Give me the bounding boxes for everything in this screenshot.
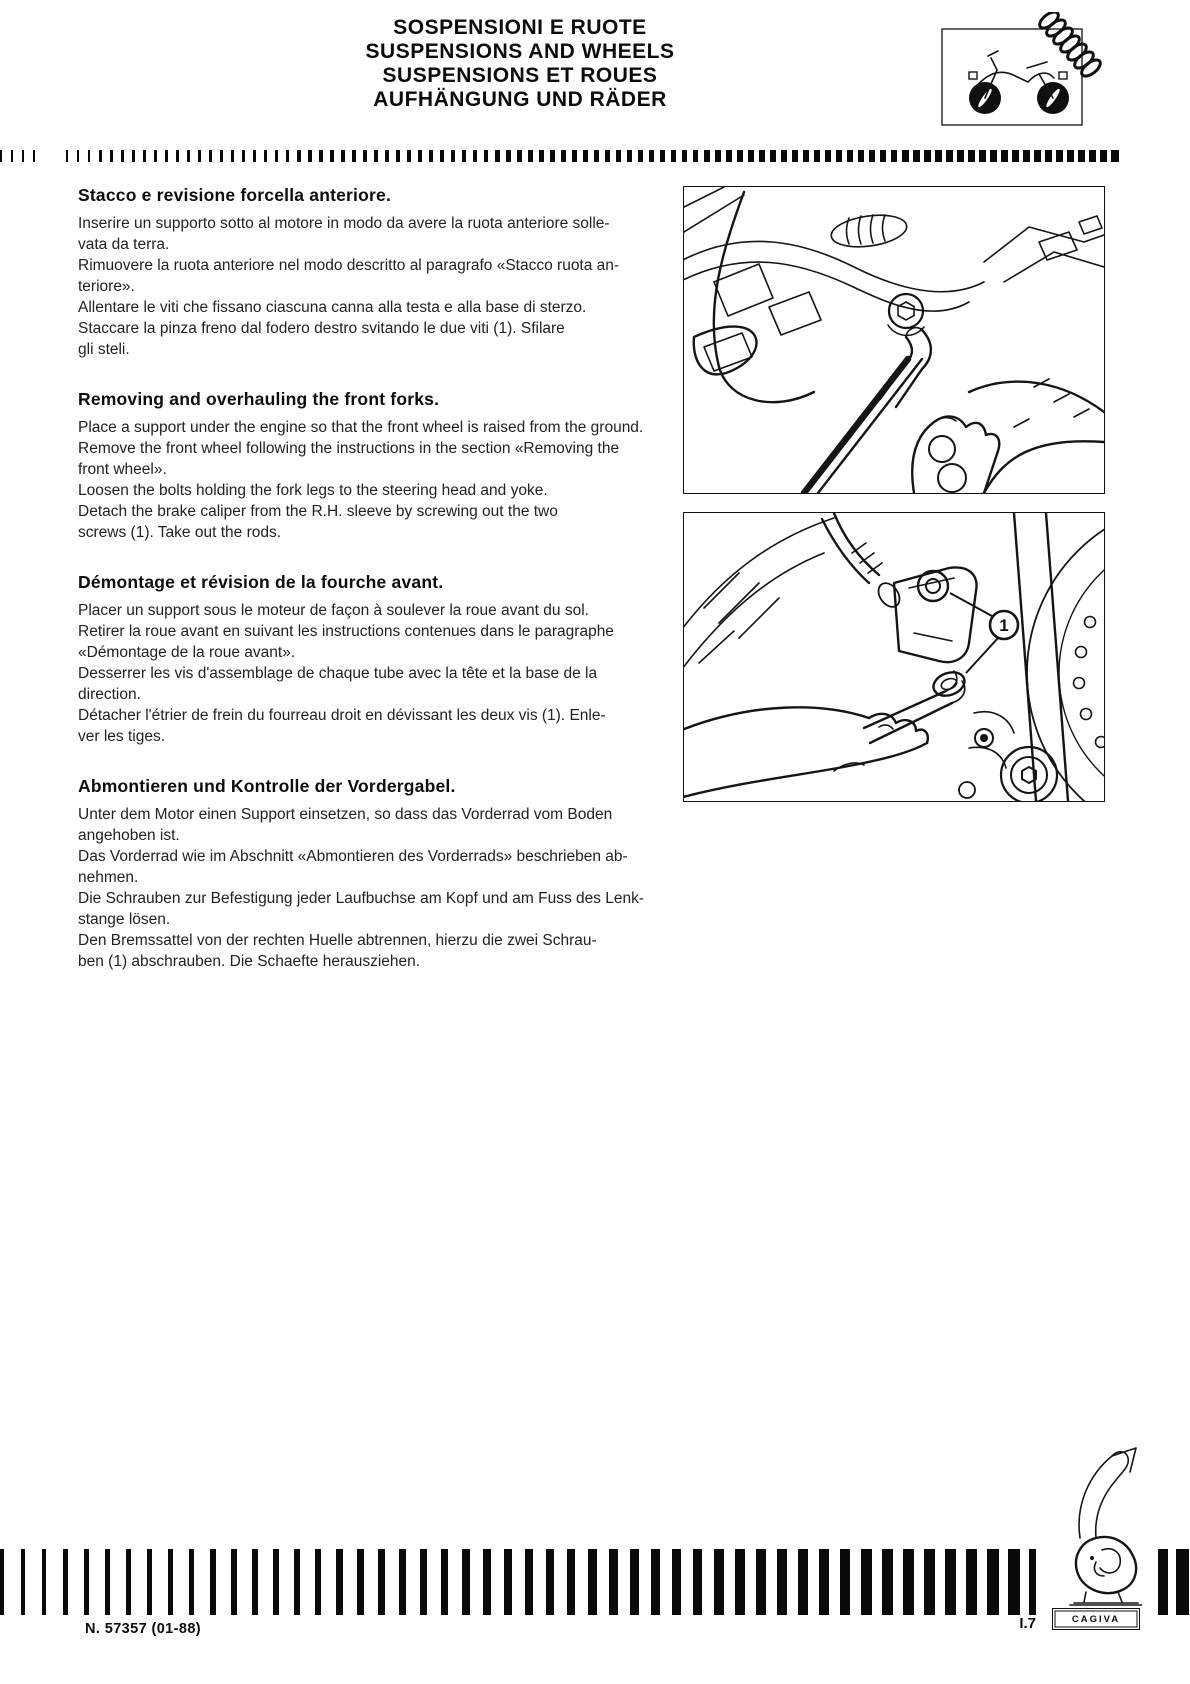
motorcycle-silhouette [969,51,1069,114]
bolt-icon [888,294,924,335]
page-title [0,16,1040,112]
brand-name: CAGIVA [1071,1613,1121,1625]
doc-number: N. 57357 (01-88) [85,1621,202,1637]
axle-bolt [959,729,1057,801]
text-line: Die Schrauben zur Befestigung jeder Laufbuchse am Kopf und am Fuss des Lenk- [78,890,645,907]
text-line: Den Bremssattel von der rechten Huelle abtrennen, hierzu die zwei Schrau- [78,932,597,949]
text-line: Inserire un supporto sotto al motore in modo da avere la ruota anteriore solle- [78,215,610,232]
text-line: front wheel». [78,461,167,478]
text-line: angehoben ist. [78,827,180,844]
spring-icon [1037,12,1103,79]
text-line: SOSPENSIONI E RUOTE [393,16,647,39]
figure-brake-caliper-illustration [683,512,1105,802]
hand-icon [912,416,999,493]
cagiva-wordmark [1052,1608,1140,1630]
text-line: nehmen. [78,869,139,886]
chapter-pictogram [933,12,1109,138]
grip-detail [829,211,908,251]
section-german [78,775,656,972]
text-line: Staccare la pinza freno dal fodero destro svitando le due viti (1). Sfilare [78,320,565,337]
text-line: SUSPENSIONS ET ROUES [382,64,658,87]
text-line: Das Vorderrad wie im Abschnitt «Abmontieren des Vorderrads» beschrieben ab- [78,848,628,865]
text-line: vata da terra. [78,236,170,253]
text-line: ben (1) abschrauben. Die Schaefte herausziehen. [78,953,421,970]
section-french [78,571,656,747]
text-line: Detach the brake caliper from the R.H. sleeve by screwing out the two [78,503,558,520]
motorcycle-icon [933,12,1109,138]
section-heading: Stacco e revisione forcella anteriore. [78,185,392,205]
section-english [78,388,656,543]
text-line: gli steli. [78,341,130,358]
text-line: Loosen the bolts holding the fork legs to the steering head and yoke. [78,482,548,499]
text-line: «Démontage de la roue avant». [78,644,296,661]
text-line: Détacher l'étrier de frein du fourreau droit en dévissant les deux vis (1). Enle- [78,707,606,724]
figure-fork-head-illustration [683,186,1105,494]
svg-text:1: 1 [999,616,1009,635]
text-line: screws (1). Take out the rods. [78,524,282,541]
section-italian [78,184,656,360]
section-body [78,417,656,543]
section-body [78,213,656,360]
text-line: Retirer la roue avant en suivant les instructions contenues dans le paragraphe [78,623,614,640]
fork-tube [804,359,908,493]
caliper-screw-top [918,571,948,601]
text-line: Remove the front wheel following the instructions in the section «Removing the [78,440,620,457]
cagiva-elephant-logo [1050,1446,1142,1606]
section-heading: Démontage et révision de la fourche avant. [78,572,444,592]
text-line: Placer un support sous le moteur de façon à soulever la roue avant du sol. [78,602,589,619]
text-line: ver les tiges. [78,728,166,745]
brake-hose [822,513,904,611]
section-heading: Abmontieren und Kontrolle der Vordergabel. [78,776,456,796]
section-heading: Removing and overhauling the front forks. [78,389,440,409]
fork-head-drawing [684,187,1104,493]
page-number: I.7 [1019,1615,1036,1632]
text-line: teriore». [78,278,135,295]
brand-logo-panel [1036,1444,1158,1640]
section-body [78,804,656,972]
text-line: direction. [78,686,141,703]
brake-caliper-drawing [684,513,1104,801]
wrench-icon [864,671,965,743]
hand-icon [684,707,928,798]
text-line: stange lösen. [78,911,171,928]
text-line: Unter dem Motor einen Support einsetzen, so dass das Vorderrad vom Boden [78,806,613,823]
top-separator [0,150,1125,162]
text-line: Place a support under the engine so that the front wheel is raised from the ground. [78,419,644,436]
text-line: AUFHÄNGUNG UND RÄDER [373,88,667,111]
text-line: Allentare le viti che fissano ciascuna canna alla testa e alla base di sterzo. [78,299,587,316]
callout-1 [950,593,1018,673]
bottom-separator [0,1549,1190,1615]
text-line: SUSPENSIONS AND WHEELS [365,40,675,63]
text-line: Rimuovere la ruota anteriore nel modo descritto al paragrafo «Stacco ruota an- [78,257,620,274]
instruction-text-column [78,184,656,972]
section-body [78,600,656,747]
text-line: Desserrer les vis d'assemblage de chaque tube avec la tête et la base de la [78,665,598,682]
